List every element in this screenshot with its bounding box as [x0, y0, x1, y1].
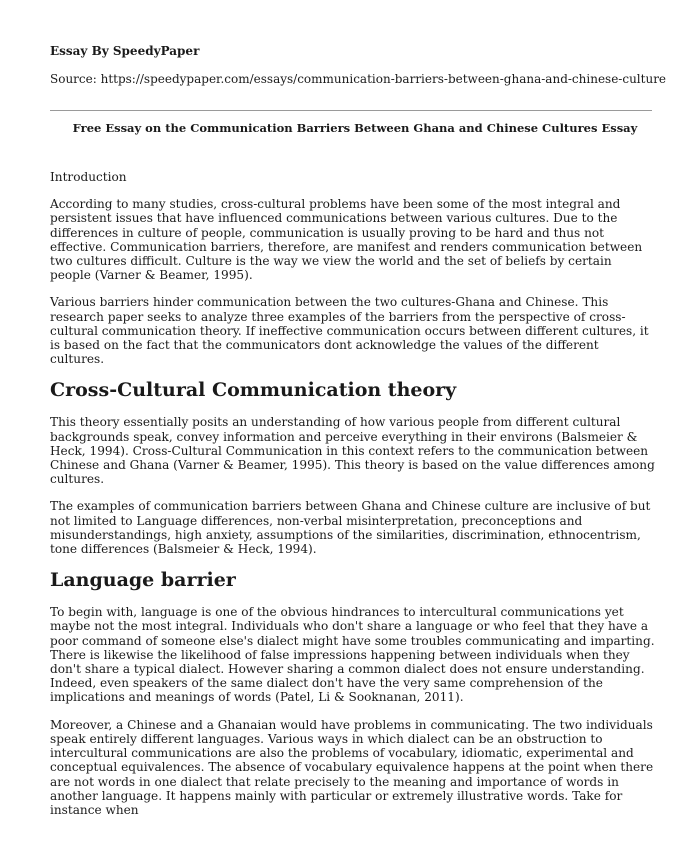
paragraph-2: Various barriers hinder communication between the two cultures-Ghana and Chinese. This research paper seeks to analyze three examples of the barriers from the perspective of cross-cultural communication theory. If ineffective communication occurs between different cultures, it is based on the fact that the communicators dont acknowledge the values of the different cultures.: [50, 295, 649, 367]
essay-by-label: Essay By SpeedyPaper: [50, 44, 200, 58]
paragraph-4: The examples of communication barriers between Ghana and Chinese culture are inclusive of but not limited to Language differences, non-verbal misinterpretation, preconceptions and misunderstandings, high anxiety, assumptions of the similarities, discrimination, ethnocentrism, tone differences (Balsmeier & Heck, 1994).: [50, 499, 651, 557]
essay-title: Free Essay on the Communication Barriers Between Ghana and Chinese Cultures Essay: [72, 121, 638, 135]
header-divider: [50, 110, 652, 111]
paragraph-1: According to many studies, cross-cultural problems have been some of the most integral and persistent issues that have influenced communications between various cultures. Due to the differences in culture of people, communication is usually proving to be hard and thus not effective. Communication barriers, therefore, are manifest and renders communication between two cultures difficult. Culture is the way we view the world and the set of beliefs by certain people (Varner & Beamer, 1995).: [50, 197, 643, 283]
paragraph-6: Moreover, a Chinese and a Ghanaian would have problems in communicating. The two individuals speak entirely different languages. Various ways in which dialect can be an obstruction to intercultural communications are also the problems of vocabulary, idiomatic, experimental and conceptual equivalences. The absence of vocabulary equivalence happens at the point when there are not words in one dialect that relate precisely to the meaning and importance of words in another language. It happens mainly with particular or extremely illustrative words. Take for instance when: [50, 717, 654, 817]
source-url-text: Source: https://speedypaper.com/essays/communication-barriers-between-ghana-and-chinese-culture: [50, 72, 667, 86]
essay-body: [50, 170, 656, 830]
paragraph-3: This theory essentially posits an understanding of how various people from different cultural backgrounds speak, convey information and perceive everything in their environs (Balsmeier & Heck, 1994). Cross-Cultural Communication in this context refers to the communication between Chinese and Ghana (Varner & Beamer, 1995). This theory is based on the value differences among cultures.: [50, 415, 655, 487]
paragraph-5: To begin with, language is one of the obvious hindrances to intercultural communications yet maybe not the most integral. Individuals who don't share a language or who feel that they have a poor command of someone else's dialect might have some troubles communicating and imparting. There is likewise the likelihood of false impressions happening between individuals when they don't share a typical dialect. However sharing a common dialect does not ensure understanding. Indeed, even speakers of the same dialect don't have the very same comprehension of the implications and meanings of words (Patel, Li & Sooknanan, 2011).: [50, 605, 655, 705]
heading-language-barrier: Language barrier: [50, 569, 236, 592]
heading-cross-cultural-theory: Cross-Cultural Communication theory: [50, 379, 457, 402]
introduction-label: Introduction: [50, 170, 127, 184]
